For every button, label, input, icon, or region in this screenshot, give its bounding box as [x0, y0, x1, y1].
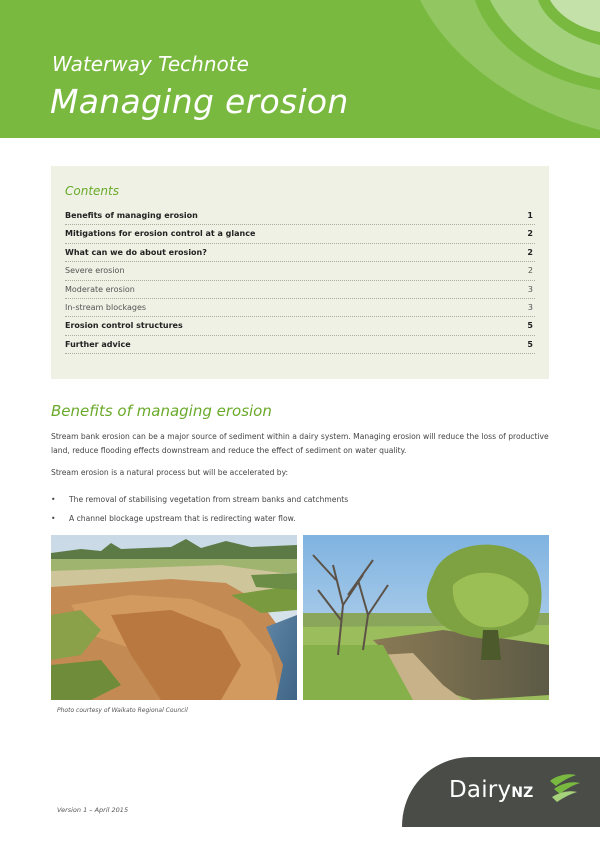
- bullet-icon: •: [51, 514, 56, 523]
- document-subtitle: Waterway Technote: [52, 52, 249, 76]
- bullet-text: The removal of stabilising vegetation from stream banks and catchments: [69, 495, 349, 504]
- body-paragraph: Stream bank erosion can be a major source of sediment within a dairy system. Managing erosion will reduce the loss of productive land, reduce flooding effects downstream and reduce the effect of sediment on water quality.: [51, 432, 549, 455]
- toc-item-label: Moderate erosion: [65, 284, 135, 294]
- contents-title: Contents: [65, 184, 119, 198]
- toc-item[interactable]: [65, 225, 535, 243]
- logo-word-nz: NZ: [511, 785, 534, 801]
- body-paragraph: Stream erosion is a natural process but will be accelerated by:: [51, 468, 289, 477]
- toc-item[interactable]: [65, 281, 535, 299]
- contents-box: [51, 166, 549, 379]
- toc-item-page: 2: [527, 247, 533, 257]
- photo-caption: Photo courtesy of Waikato Regional Council: [57, 707, 188, 714]
- toc-item-label: Benefits of managing erosion: [65, 211, 198, 220]
- document-title: Managing erosion: [50, 82, 349, 121]
- toc-item-label: Further advice: [65, 339, 131, 349]
- toc-item-label: Mitigations for erosion control at a glance: [65, 229, 256, 239]
- bullet-item: [51, 509, 551, 528]
- toc-item-label: Severe erosion: [65, 266, 125, 276]
- toc-item-label: In-stream blockages: [65, 302, 147, 312]
- toc-item-label: What can we do about erosion?: [65, 247, 207, 257]
- bullet-item: [51, 490, 551, 509]
- toc-item-page: 5: [527, 321, 533, 331]
- toc-item-page: 2: [527, 229, 533, 239]
- header-banner: [0, 0, 600, 138]
- erosion-photo-right: [303, 535, 549, 700]
- toc-item[interactable]: [65, 207, 535, 225]
- toc-item-page: 2: [527, 266, 533, 276]
- toc-item[interactable]: [65, 262, 535, 280]
- bullet-icon: •: [51, 495, 56, 504]
- toc-item-page: 5: [527, 339, 533, 349]
- logo-word-dairy: Dairy: [449, 777, 512, 803]
- dairynz-logo: [402, 757, 600, 827]
- toc-item[interactable]: [65, 317, 535, 335]
- toc-item[interactable]: [65, 336, 535, 354]
- toc-item-page: 1: [527, 211, 533, 220]
- section-heading: Benefits of managing erosion: [51, 402, 272, 420]
- decorative-swoosh: [380, 0, 600, 138]
- stream-trees-image: [303, 535, 549, 700]
- toc-item[interactable]: [65, 299, 535, 317]
- version-label: Version 1 – April 2015: [57, 806, 129, 814]
- logo-wordmark: [449, 777, 534, 803]
- erosion-photo-left: [51, 535, 297, 700]
- toc-item[interactable]: [65, 244, 535, 262]
- toc-list: [65, 207, 535, 354]
- bullet-list: [51, 490, 551, 528]
- toc-item-label: Erosion control structures: [65, 321, 183, 331]
- toc-item-page: 3: [527, 302, 533, 312]
- toc-item-page: 3: [527, 284, 533, 294]
- bullet-text: A channel blockage upstream that is redirecting water flow.: [69, 514, 296, 523]
- eroded-bank-image: [51, 535, 297, 700]
